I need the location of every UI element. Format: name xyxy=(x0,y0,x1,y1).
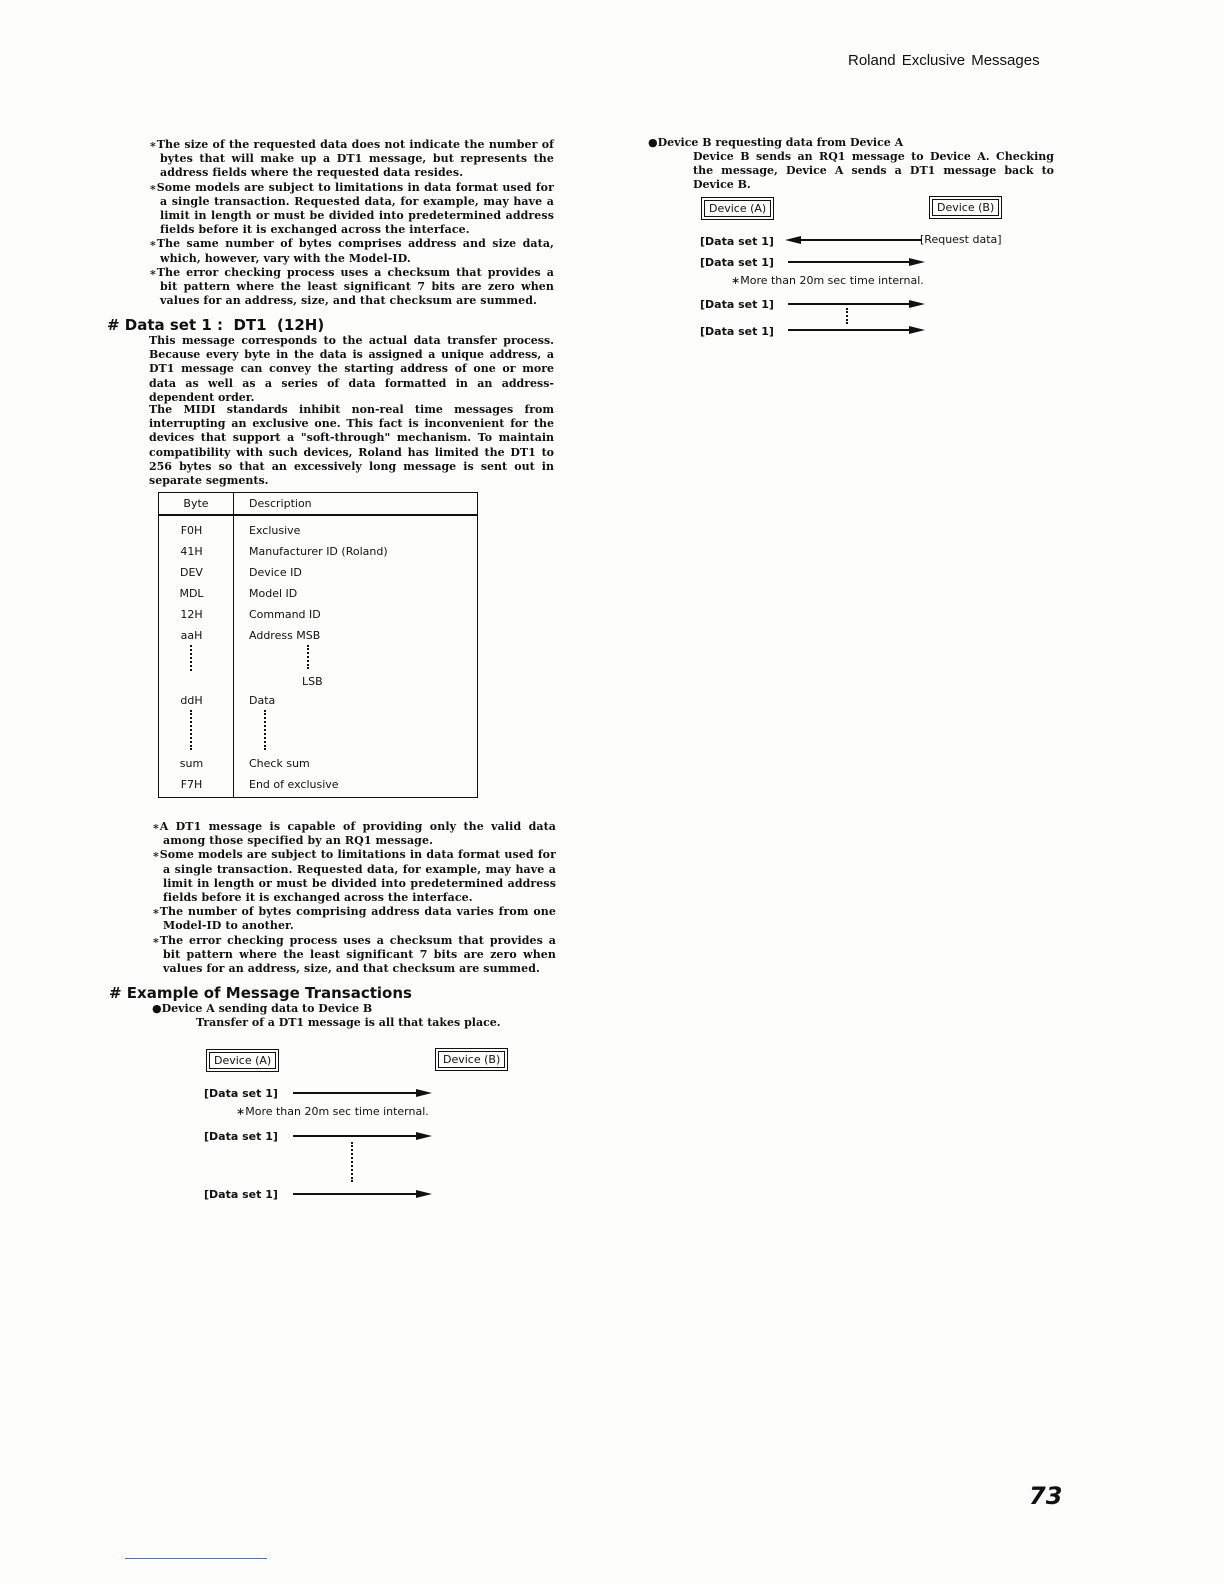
table-cell-byte: 12H xyxy=(180,608,203,621)
note-item: ∗The same number of bytes comprises address and size data, which, however, vary with the Model-ID. xyxy=(149,237,554,265)
table-cell-byte: 41H xyxy=(180,545,203,558)
right-bullet: ●Device B requesting data from Device A xyxy=(648,136,904,149)
repeat-dots xyxy=(351,1142,355,1182)
data-set-label: [Data set 1] xyxy=(700,235,774,248)
table-cell-byte: ddH xyxy=(180,694,203,707)
note-item: ∗A DT1 message is capable of providing only the valid data among those specified by an RQ1 message. xyxy=(152,820,556,848)
notes-top xyxy=(149,138,554,308)
dt1-heading: # Data set 1 : DT1 (12H) xyxy=(107,316,325,334)
note-item: ∗The error checking process uses a checksum that provides a bit pattern where the least significant 7 bits are zero when values for an address, size, and that checksum are summed. xyxy=(149,265,554,308)
arrow-b-to-a xyxy=(800,239,922,241)
data-set-label: [Data set 1] xyxy=(700,256,774,269)
table-cell-byte: F7H xyxy=(180,778,203,791)
table-cell-byte: MDL xyxy=(179,587,204,600)
dt1-paragraph-2: The MIDI standards inhibit non-real time messages from interrupting an exclusive one. This fact is inconvenient for the devices that support a "soft-through" mechanism. To maintain compatibility with such devices, Roland has limited the DT1 to 256 bytes so that an excessively long message is sent out in separate segments. xyxy=(149,403,554,488)
footer-rule xyxy=(125,1558,267,1559)
arrow-a-to-b xyxy=(293,1135,417,1137)
data-set-label: [Data set 1] xyxy=(700,298,774,311)
page-number: 73 xyxy=(1029,1482,1063,1510)
example-bullet: ●Device A sending data to Device B xyxy=(152,1002,373,1015)
arrow-a-to-b xyxy=(788,261,910,263)
table-column-divider xyxy=(233,493,234,797)
table-cell-byte: DEV xyxy=(180,566,203,579)
data-set-label: [Data set 1] xyxy=(204,1188,278,1201)
table-header-byte: Byte xyxy=(183,497,209,510)
arrowhead-right-icon xyxy=(909,326,925,334)
dt1-paragraph-1: This message corresponds to the actual data transfer process. Because every byte in the data is assigned a unique address, a DT1 message can convey the starting address of one or more data as well as a series of data formatted in an address- dependent order. xyxy=(149,334,554,404)
arrow-a-to-b xyxy=(293,1193,417,1195)
note-item: ∗The error checking process uses a checksum that provides a bit pattern where the least significant 7 bits are zero when values for an address, size, and that checksum are summed. xyxy=(152,933,556,976)
byte-continuation-dots xyxy=(190,645,194,671)
table-cell-description: Device ID xyxy=(249,566,302,579)
device-b-box: Device (B) xyxy=(932,199,999,216)
time-note: ∗More than 20m sec time internal. xyxy=(731,274,924,287)
note-item: ∗Some models are subject to limitations in data format used for a single transaction. Requested data, for example, may have a limit in length or must be divided into predetermined address fields before it is exchanged across the interface. xyxy=(149,180,554,237)
arrowhead-right-icon xyxy=(416,1132,432,1140)
arrowhead-left-icon xyxy=(785,236,801,244)
table-cell-description: Model ID xyxy=(249,587,298,600)
arrow-a-to-b xyxy=(788,303,910,305)
table-cell-description: Command ID xyxy=(249,608,321,621)
table-cell-description: Manufacturer ID (Roland) xyxy=(249,545,388,558)
byte-continuation-dots xyxy=(190,710,194,750)
table-header-divider xyxy=(159,514,477,516)
address-continuation-dots xyxy=(307,645,311,669)
data-continuation-dots xyxy=(264,710,268,750)
arrowhead-right-icon xyxy=(416,1190,432,1198)
note-item: ∗Some models are subject to limitations in data format used for a single transaction. Requested data, for example, may have a limit in length or must be divided into predetermined address fields before it is exchanged across the interface. xyxy=(152,848,556,905)
table-cell-description: Exclusive xyxy=(249,524,301,537)
arrowhead-right-icon xyxy=(416,1089,432,1097)
table-cell-description: End of exclusive xyxy=(249,778,339,791)
table-cell-byte: sum xyxy=(179,757,204,770)
table-cell-byte: F0H xyxy=(180,524,203,537)
example-heading: # Example of Message Transactions xyxy=(109,984,412,1002)
page-header-title: Roland Exclusive Messages xyxy=(848,52,1040,69)
device-b-box: Device (B) xyxy=(438,1051,505,1068)
note-item: ∗The size of the requested data does not indicate the number of bytes that will make up a DT1 message, but represents the address fields where the requested data resides. xyxy=(149,138,554,180)
data-set-label: [Data set 1] xyxy=(700,325,774,338)
right-paragraph: Device B sends an RQ1 message to Device A. Checking the message, Device A sends a DT1 message back to Device B. xyxy=(693,150,1054,192)
note-item: ∗The number of bytes comprising address data varies from one Model-ID to another. xyxy=(152,905,556,933)
table-cell-description: LSB xyxy=(302,675,323,688)
repeat-dots xyxy=(846,308,850,324)
table-cell-description: Data xyxy=(249,694,276,707)
arrowhead-right-icon xyxy=(909,300,925,308)
notes-bottom xyxy=(152,820,556,976)
data-set-label: [Data set 1] xyxy=(204,1130,278,1143)
time-note: ∗More than 20m sec time internal. xyxy=(236,1105,429,1118)
table-header-description: Description xyxy=(249,497,312,510)
device-a-box: Device (A) xyxy=(704,200,771,217)
request-data-label: [Request data] xyxy=(920,233,1002,246)
table-cell-description: Check sum xyxy=(249,757,310,770)
data-set-label: [Data set 1] xyxy=(204,1087,278,1100)
dt1-byte-table xyxy=(158,492,478,798)
arrow-a-to-b xyxy=(788,329,910,331)
example-subtitle: Transfer of a DT1 message is all that takes place. xyxy=(196,1016,501,1029)
arrowhead-right-icon xyxy=(909,258,925,266)
table-cell-description: Address MSB xyxy=(249,629,321,642)
device-a-box: Device (A) xyxy=(209,1052,276,1069)
arrow-a-to-b xyxy=(293,1092,417,1094)
table-cell-byte: aaH xyxy=(180,629,203,642)
